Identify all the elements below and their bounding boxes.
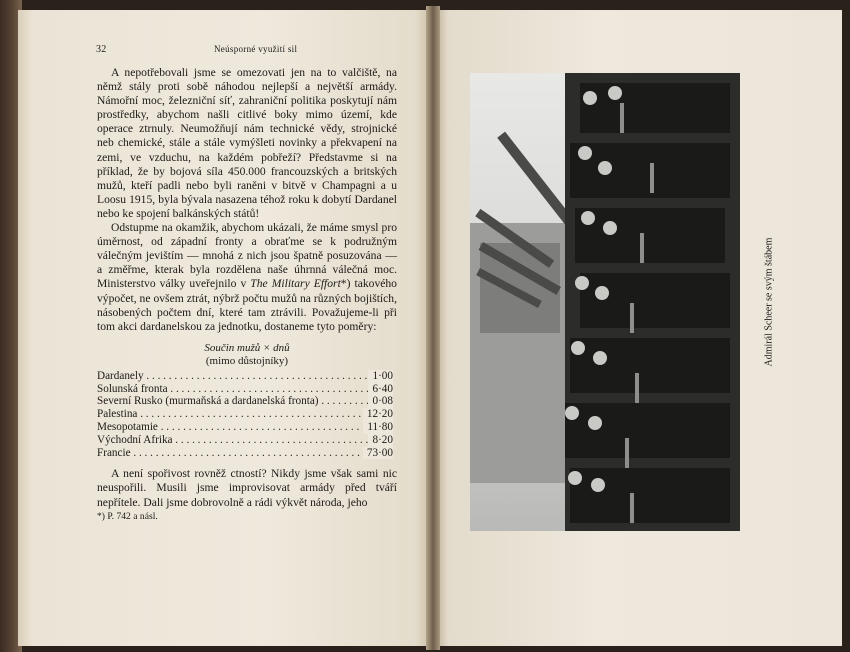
- row-label: Solunská fronta . . .: [97, 383, 368, 396]
- table-row: [97, 421, 393, 434]
- table-row: [97, 395, 393, 408]
- group-photograph: [470, 73, 740, 531]
- table-title: Součin mužů × dnů: [204, 341, 290, 354]
- paragraph-1: A nepotřebovali jsme se omezovati jen na to valčiště, na němž stály proti sobě náhodou nejlepší a největší armády. Námořní moc, železniční síť, zahraniční politika poskytují nám prostředky, abychom našli citlivé boky mimo území, kde operace ztrnuly. Neumožňují nám technické vědy, strojnické neb chemické, stále a stále vymýšleti novinky a překvapení na zemi, ve vzduchu, na každém pobřeží? Představme si na příklad, že by bojová síla 450.000 francouzských a britských mužů, kteří padli nebo byli raněni v bitvě v Champagni a u Loosu 1915, byla bývala nasazena téhož roku k dobytí Dardanel nebo ke spojení balkánských států!: [97, 66, 397, 220]
- footnote: *) P. 742 a násl.: [97, 510, 158, 522]
- table-row: [97, 408, 393, 421]
- row-label: Severní Rusko (murmaňská a dardanelská fronta) . . .: [97, 395, 368, 408]
- table-row: [97, 447, 393, 460]
- row-value: 1·00: [368, 370, 393, 383]
- paragraph-3: A není spořivost rovněž ctností? Nikdy jsme však sami nic neuspořili. Musili jsme improvisovat armády před tváří nepřítele. Dali jsme dobrovolně a rádi výkvět národa, jeho: [97, 467, 397, 509]
- table-heading: [97, 342, 397, 368]
- body-text: [97, 66, 397, 524]
- caption-text: Admirál Scheer se svým štábem: [763, 237, 775, 367]
- table-row: [97, 383, 393, 396]
- row-label: Mesopotamie . . .: [97, 421, 363, 434]
- page-number: 32: [96, 44, 107, 55]
- row-label: Východní Afrika . . .: [97, 434, 368, 447]
- row-label: Dardanely . . .: [97, 370, 368, 383]
- table-row: [97, 434, 393, 447]
- book-gutter: [426, 6, 440, 650]
- table-subtitle: (mimo důstojníky): [205, 354, 289, 367]
- paragraph-2-text: Odstupme na okamžik, abychom ukázali, že máme smysl pro úměrnost, od západní fronty a obraťme se k podružným válečným jevištím — mnohá z nich jsou špatně posuzována — a změřme, kterak byla rozdělena naše úhrnná válečná moc. Ministerstvo války uveřejnilo v: [97, 221, 397, 291]
- paragraph-2-text-cont: *) takového výpočet, ne ovšem ztrát, nýbrž počtu mužů na různých bojištích, násobených počtem dní, které tam ztrávili. Považujeme-li při tom akci dardanelskou za jednotku, dostaneme tyto poměry:: [97, 277, 397, 333]
- row-value: 6·40: [368, 383, 393, 396]
- table-row: [97, 370, 393, 383]
- row-value: 0·08: [368, 395, 393, 408]
- row-value: 12·20: [363, 408, 393, 421]
- photo-image: [470, 73, 740, 531]
- running-title: Neúsporné využití sil: [214, 44, 298, 54]
- row-value: 8·20: [368, 434, 393, 447]
- photo-caption: [762, 237, 776, 368]
- paragraph-2: [97, 221, 397, 334]
- row-value: 11·80: [363, 421, 393, 434]
- ratio-table: [97, 370, 393, 460]
- row-label: Palestina . . .: [97, 408, 363, 421]
- row-label: Francie . . .: [97, 447, 363, 460]
- row-value: 73·00: [363, 447, 393, 460]
- publication-title: The Military Effort: [250, 277, 341, 291]
